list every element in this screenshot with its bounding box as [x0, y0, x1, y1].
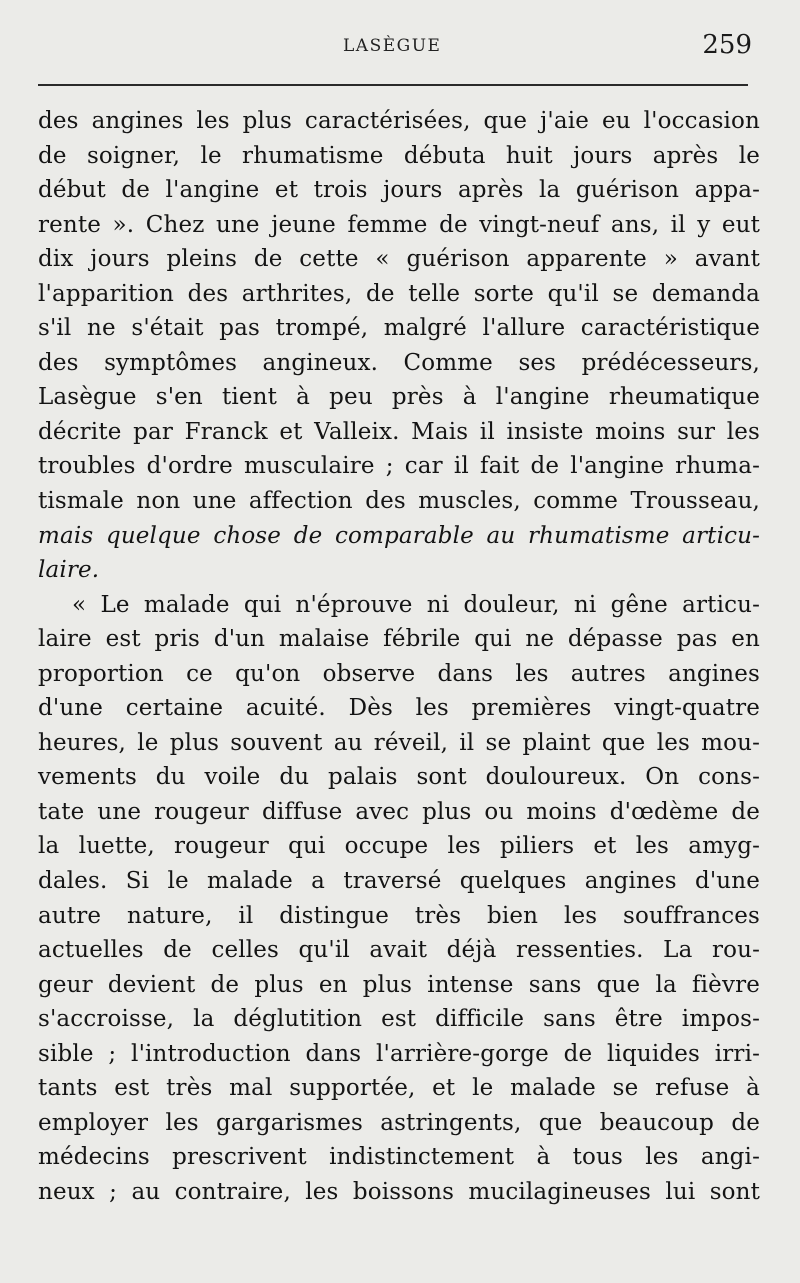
text-line: proportion ce qu'on observe dans les autres angines [38, 660, 760, 687]
text-line: s'il ne s'était pas trompé, malgré l'allure caractéristique [38, 315, 760, 342]
text-line: dix jours pleins de cette « guérison apparente » avant [38, 246, 760, 273]
text-line: geur devient de plus en plus intense sans que la fièvre [38, 971, 760, 998]
running-head-title: LASÈGUE [343, 36, 442, 56]
italic-text-line: mais quelque chose de comparable au rhumatisme articu- [38, 522, 760, 549]
header-rule [38, 84, 748, 86]
text-line: tismale non une affection des muscles, comme Trousseau, [38, 488, 760, 515]
text-line: troubles d'ordre musculaire ; car il fait de l'angine rhuma- [38, 453, 760, 480]
text-line: tants est très mal supportée, et le malade se refuse à [38, 1075, 760, 1102]
text-line: tate une rougeur diffuse avec plus ou moins d'œdème de [38, 798, 760, 825]
text-line: autre nature, il distingue très bien les souffrances [38, 902, 760, 929]
text-line: rente ». Chez une jeune femme de vingt-neuf ans, il y eut [38, 211, 760, 238]
text-line: neux ; au contraire, les boissons mucilagineuses lui sont [38, 1178, 760, 1205]
text-line: la luette, rougeur qui occupe les piliers et les amyg- [38, 833, 760, 860]
text-line: Lasègue s'en tient à peu près à l'angine rheumatique [38, 384, 760, 411]
body-text [38, 104, 760, 1210]
text-line: sible ; l'introduction dans l'arrière-gorge de liquides irri- [38, 1040, 760, 1067]
text-line: actuelles de celles qu'il avait déjà ressenties. La rou- [38, 937, 760, 964]
text-line: laire est pris d'un malaise fébrile qui ne dépasse pas en [38, 626, 760, 653]
text-line: heures, le plus souvent au réveil, il se plaint que les mou- [38, 729, 760, 756]
text-line: dales. Si le malade a traversé quelques angines d'une [38, 868, 760, 895]
text-line: des angines les plus caractérisées, que j'aie eu l'occasion [38, 108, 760, 134]
quote-paragraph-start: « Le malade qui n'éprouve ni douleur, ni gêne articu- [72, 591, 760, 618]
text-line: décrite par Franck et Valleix. Mais il insiste moins sur les [38, 418, 760, 445]
page-number: 259 [702, 30, 752, 60]
running-head [0, 30, 800, 60]
text-line: vements du voile du palais sont douloureux. On cons- [38, 764, 760, 791]
italic-text-line: laire. [38, 557, 100, 584]
text-line: des symptômes angineux. Comme ses prédécesseurs, [38, 349, 760, 376]
text-line: l'apparition des arthrites, de telle sorte qu'il se demanda [38, 280, 760, 307]
text-line: de soigner, le rhumatisme débuta huit jours après le [38, 142, 760, 169]
text-line: médecins prescrivent indistinctement à tous les angi- [38, 1144, 760, 1171]
text-line: s'accroisse, la déglutition est difficile sans être impos- [38, 1006, 760, 1033]
text-line: employer les gargarismes astringents, que beaucoup de [38, 1109, 760, 1136]
text-line: début de l'angine et trois jours après la guérison appa- [38, 177, 760, 204]
text-line: d'une certaine acuité. Dès les premières vingt-quatre [38, 695, 760, 722]
